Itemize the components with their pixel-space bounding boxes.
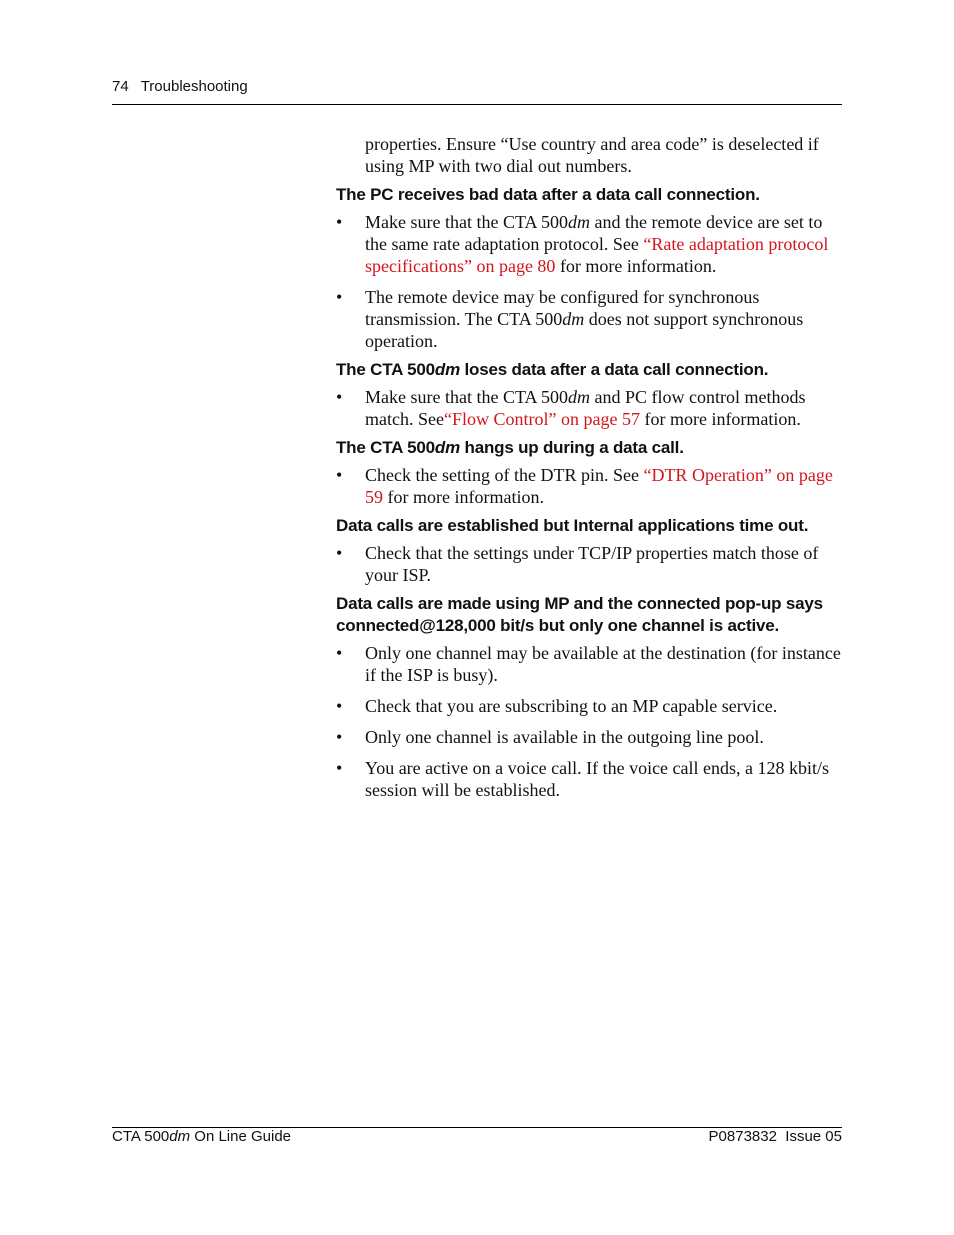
section-heading: The CTA 500dm loses data after a data call connection. xyxy=(336,360,769,379)
bullet-icon: • xyxy=(336,212,343,232)
list-item: • You are active on a voice call. If the voice call ends, a 128 kbit/s session will be established. xyxy=(336,758,830,800)
list-item: • Make sure that the CTA 500dm and the remote device are set to the same rate adaptation protocol. See “Rate adaptation protocol specifications” on page 80 for more information. xyxy=(336,212,829,276)
section-heading: Data calls are made using MP and the connected pop-up says connected@128,000 bit/s but only one channel is active. xyxy=(336,594,823,635)
flow-control-link[interactable]: “Flow Control” on page 57 xyxy=(443,409,640,429)
page-footer xyxy=(112,1128,842,1145)
list-item: • Check that the settings under TCP/IP properties match those of your ISP. xyxy=(336,543,819,585)
list-item: • Check that you are subscribing to an MP capable service. xyxy=(336,696,778,716)
list-item: • The remote device may be configured for synchronous transmission. The CTA 500dm does not support synchronous operation. xyxy=(336,287,804,351)
page-header xyxy=(112,78,842,95)
bullet-icon: • xyxy=(336,387,343,407)
list-item: • Check the setting of the DTR pin. See “DTR Operation” on page 59 for more information. xyxy=(336,465,833,507)
bullet-icon: • xyxy=(336,643,343,663)
bullet-icon: • xyxy=(336,543,343,563)
dtr-operation-link[interactable]: “DTR Operation” on page 59 xyxy=(365,465,833,507)
section-heading: Data calls are established but Internal applications time out. xyxy=(336,516,809,535)
bullet-icon: • xyxy=(336,465,343,485)
bullet-icon: • xyxy=(336,287,343,307)
list-item: • Only one channel may be available at the destination (for instance if the ISP is busy). xyxy=(336,643,841,685)
section-title: Troubleshooting xyxy=(140,78,248,95)
section-heading: The PC receives bad data after a data call connection. xyxy=(336,185,760,204)
header-rule xyxy=(112,104,842,105)
list-item: • Make sure that the CTA 500dm and PC flow control methods match. See“Flow Control” on page 57 for more information. xyxy=(336,387,806,429)
footer-doc-number: P0873832 Issue 05 xyxy=(708,1128,842,1145)
page-number: 74 xyxy=(112,78,129,95)
rate-adaptation-link[interactable]: “Rate adaptation protocol specifications” on page 80 xyxy=(365,234,829,276)
bullet-icon: • xyxy=(336,758,343,778)
page-content xyxy=(336,133,842,810)
list-item: • Only one channel is available in the outgoing line pool. xyxy=(336,727,764,747)
bullet-icon: • xyxy=(336,727,343,747)
intro-paragraph: properties. Ensure “Use country and area code” is deselected if using MP with two dial out numbers. xyxy=(365,134,819,176)
bullet-icon: • xyxy=(336,696,343,716)
section-heading: The CTA 500dm hangs up during a data call. xyxy=(336,438,684,457)
footer-guide-title: CTA 500dm On Line Guide xyxy=(112,1128,292,1145)
